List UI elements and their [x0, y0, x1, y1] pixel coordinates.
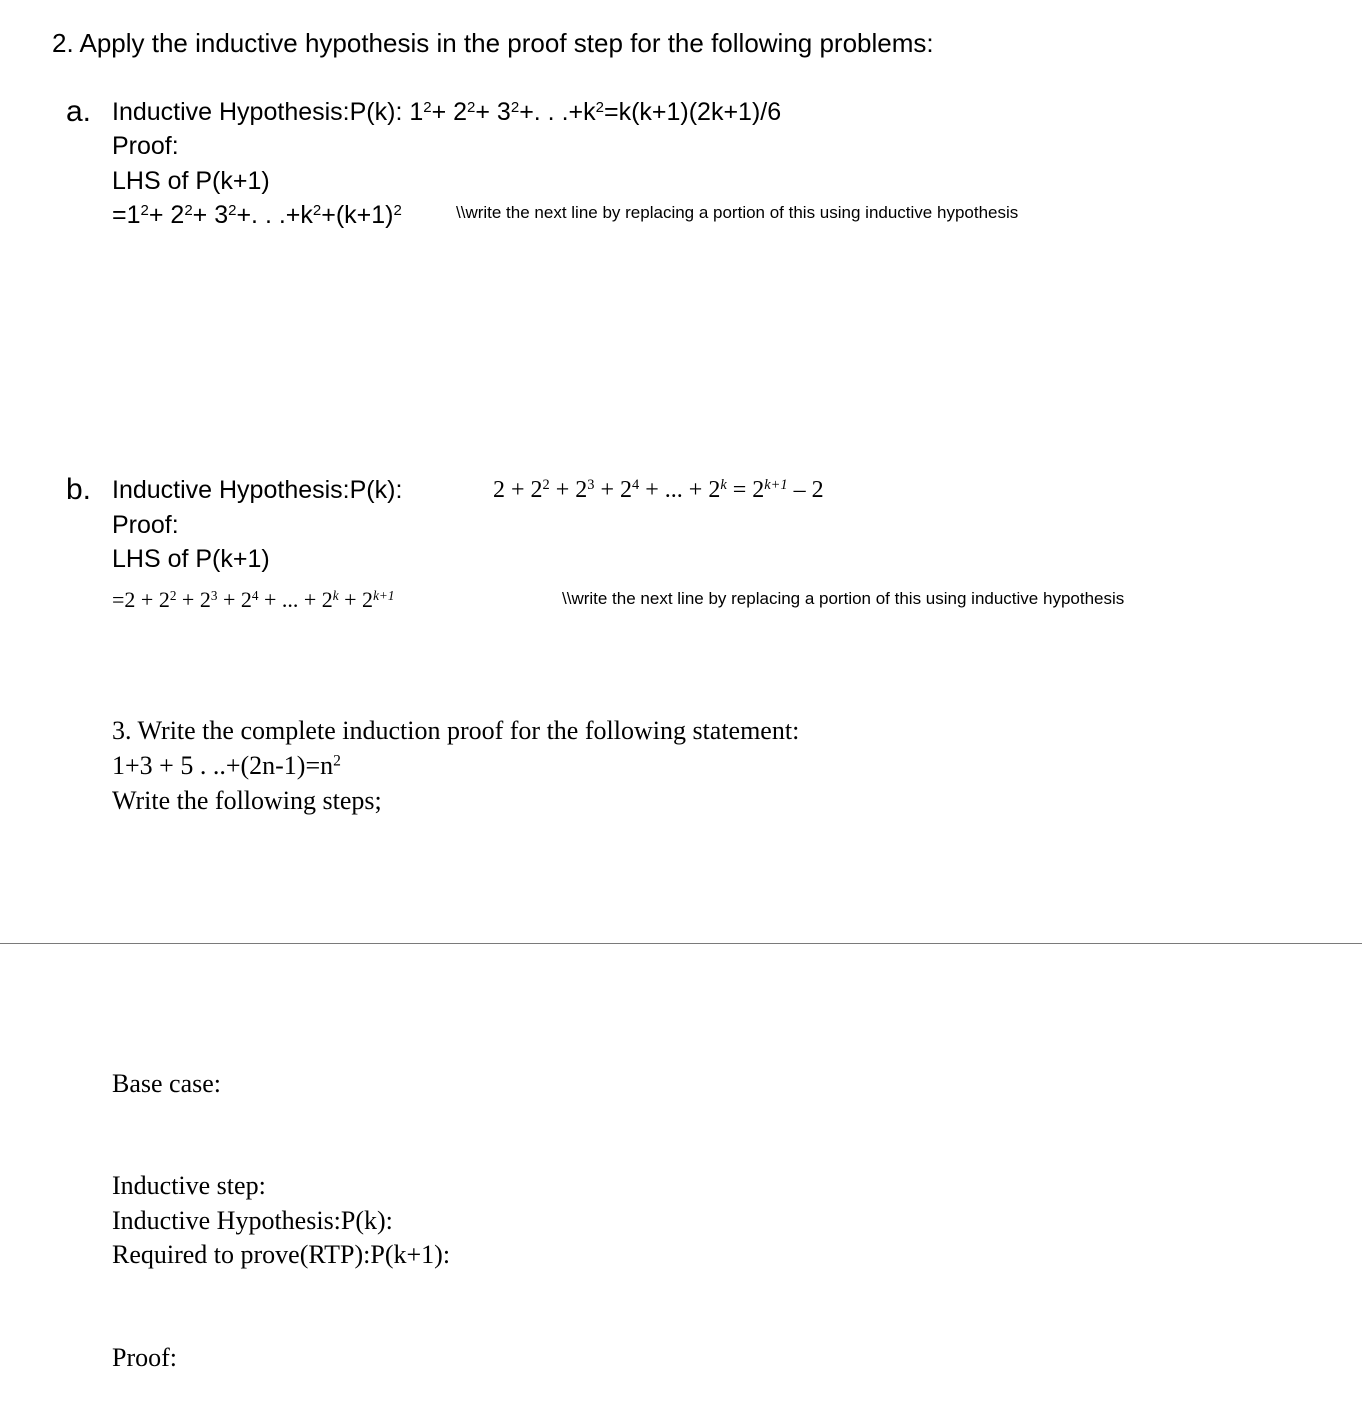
exponent: 2	[184, 201, 193, 219]
exponent: 2	[333, 752, 341, 770]
exponent: k+1	[764, 477, 788, 494]
exponent: 2	[140, 201, 149, 219]
part-a-lhs-expression	[112, 201, 402, 230]
inductive-hypothesis-label: Inductive Hypothesis:P(k):	[112, 1206, 393, 1235]
part-a-note: \\write the next line by replacing a portion of this using inductive hypothesis	[456, 203, 1019, 222]
term: =1	[112, 201, 141, 229]
term: = 2	[726, 477, 765, 503]
term: + ... + 2	[639, 477, 721, 503]
exponent: 2	[312, 201, 322, 219]
exponent: k+1	[373, 587, 395, 603]
part-a-letter: a.	[66, 95, 92, 128]
exponent: 2	[595, 98, 604, 116]
term: + 3	[192, 201, 229, 229]
question-3-statement	[112, 751, 341, 781]
exponent: 3	[587, 477, 595, 494]
term: +. . .+k	[519, 98, 596, 126]
exponent: 2	[228, 201, 237, 219]
part-b-note: \\write the next line by replacing a portion of this using inductive hypothesis	[562, 589, 1125, 608]
part-b-hypothesis-expression	[493, 477, 824, 504]
part-b-lhs-label: LHS of P(k+1)	[112, 545, 270, 573]
term: +(k+1)	[321, 201, 394, 229]
exponent: 2	[169, 587, 177, 603]
part-b-lhs-expression	[112, 587, 394, 613]
term: + 3	[475, 98, 511, 126]
question-3-title: 3. Write the complete induction proof for the following statement:	[112, 716, 800, 745]
exponent: 2	[542, 477, 550, 494]
inductive-step-label: Inductive step:	[112, 1171, 266, 1200]
exponent: 3	[210, 587, 218, 603]
question-3-instruction: Write the following steps;	[112, 786, 382, 815]
base-case-label: Base case:	[112, 1069, 222, 1098]
exponent: 4	[632, 477, 640, 494]
part-a-proof-label: Proof:	[112, 132, 179, 160]
term: + 2	[148, 201, 185, 229]
exponent: 2	[423, 98, 432, 116]
term: + ... + 2	[258, 587, 333, 612]
part-b-proof-label: Proof:	[112, 511, 179, 539]
term: =2 + 2	[112, 587, 170, 612]
part-b-letter: b.	[66, 473, 92, 506]
page-divider	[0, 943, 1362, 944]
proof-label: Proof:	[112, 1343, 177, 1372]
exponent: 2	[510, 98, 520, 116]
part-a-hypothesis	[112, 98, 781, 127]
term: =k(k+1)(2k+1)/6	[603, 98, 782, 126]
exponent: k	[332, 587, 339, 603]
term: + 2	[176, 587, 211, 612]
exponent: 4	[251, 587, 259, 603]
part-a-lhs-label: LHS of P(k+1)	[112, 167, 270, 195]
exponent: 2	[467, 98, 476, 116]
term: + 2	[431, 98, 468, 126]
term: + 2	[338, 587, 374, 612]
term: – 2	[787, 477, 824, 503]
part-a-hypothesis-label: Inductive Hypothesis:P(k): 1	[112, 98, 424, 126]
term: + 2	[217, 587, 252, 612]
question-2-title: 2. Apply the inductive hypothesis in the proof step for the following problems:	[52, 28, 934, 58]
term: + 2	[549, 477, 588, 503]
term: + 2	[594, 477, 633, 503]
rtp-label: Required to prove(RTP):P(k+1):	[112, 1240, 451, 1269]
term: 2 + 2	[493, 477, 543, 503]
exponent: 2	[393, 201, 402, 219]
term: +. . .+k	[236, 201, 313, 229]
part-b-hypothesis-label: Inductive Hypothesis:P(k):	[112, 476, 403, 504]
term: 1+3 + 5 . ..+(2n-1)=n	[112, 751, 334, 780]
exponent: k	[720, 477, 727, 494]
